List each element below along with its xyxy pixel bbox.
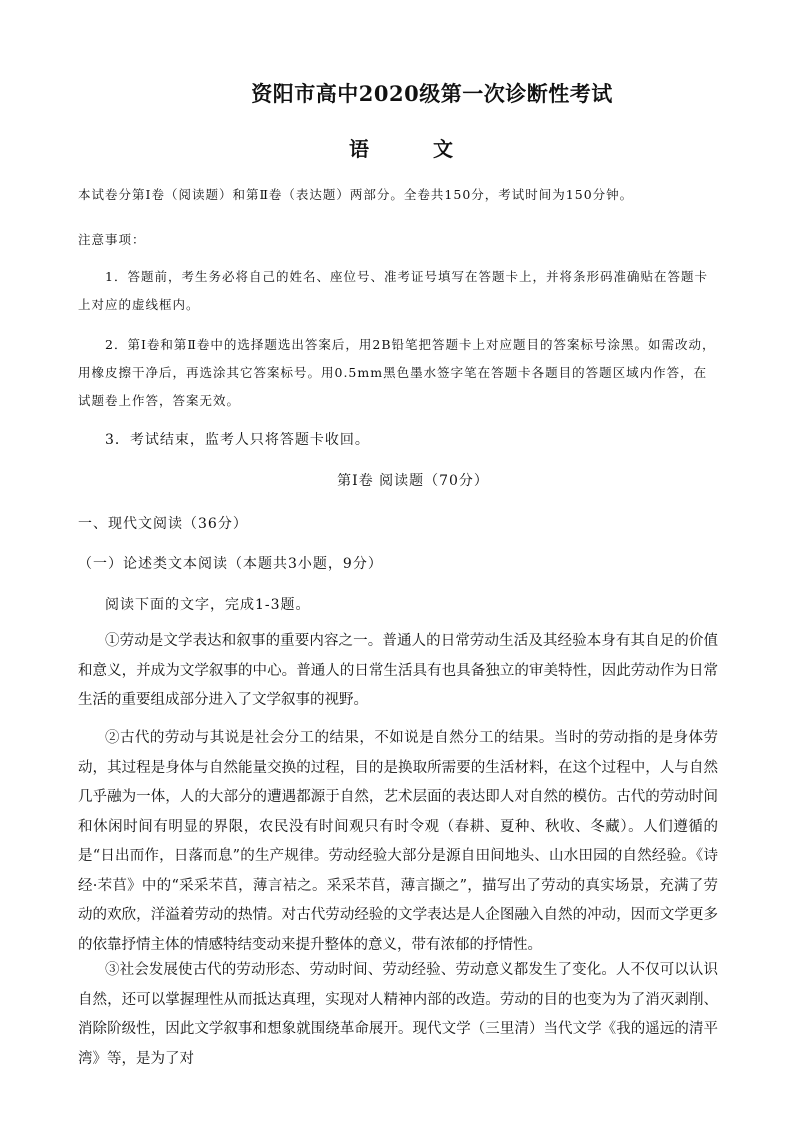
reading-prompt: 阅读下面的文字，完成1-3题。 (105, 597, 311, 613)
exam-title: 资阳市高中2020级第一次诊断性考试 (251, 81, 613, 106)
section-heading-1: 一、现代文阅读（36分） (78, 516, 248, 532)
notice-label: 注意事项： (78, 232, 146, 247)
part-title: 第Ⅰ卷 阅读题（70分） (337, 473, 489, 489)
paragraph-3: ③社会发展使古代的劳动形态、劳动时间、劳动经验、劳动意义都发生了变化。人不仅可以认识自然，还可以掌握理性从而抵达真理，实现对人精神内部的改造。劳动的目的也变为为了消灭剥削、消除阶级性，因此文学叙事和想象就围绕革命展开。现代文学（三里清）当代文学《我的遥远的清平湾》等，是为了对 (78, 962, 718, 1067)
notice-item-2: 2．第Ⅰ卷和第Ⅱ卷中的选择题选出答案后，用2B铅笔把答题卡上对应题目的答案标号涂黑。如需改动，用橡皮擦干净后，再选涂其它答案标号。用0.5mm黑色墨水签字笔在答题卡各题目的答题区域内作答，在试题卷上作答，答案无效。 (78, 337, 716, 408)
paragraph-2: ②古代的劳动与其说是社会分工的结果，不如说是自然分工的结果。当时的劳动指的是身体劳动，其过程是身体与自然能量交换的过程，目的是换取所需要的生活材料，在这个过程中，人与自然几乎融为一体，人的大部分的遭遇都源于自然，艺术层面的表达即人对自然的模仿。古代的劳动时间和休闲时间有明显的界限，农民没有时间观只有时令观（春耕、夏种、秋收、冬藏）。人们遵循的是“日出而作，日落而息”的生产规律。劳动经验大部分是源自田间地头、山水田园的自然经验。《诗经·芣苢》中的“采采芣苢，薄言袺之。采采芣苢，薄言撷之”，描写出了劳动的真实场景，充满了劳动的欢欣，洋溢着劳动的热情。对古代劳动经验的文学表达是人企图融入自然的冲动，因而文学更多的依靠抒情主体的情感特结变动来提升整体的意义，带有浓郁的抒情性。 (78, 730, 718, 953)
notice-item-1: 1．答题前，考生务必将自己的姓名、座位号、准考证号填写在答题卡上，并将条形码准确贴在答题卡上对应的虚线框内。 (78, 269, 708, 312)
notice-item-3: 3．考试结束，监考人只将答题卡收回。 (105, 432, 370, 448)
exam-intro: 本试卷分第Ⅰ卷（阅读题）和第Ⅱ卷（表达题）两部分。全卷共150分，考试时间为150分钟。 (78, 187, 634, 202)
section-heading-2: （一）论述类文本阅读（本题共3小题，9分） (78, 556, 383, 572)
paragraph-1: ①劳动是文学表达和叙事的重要内容之一。普通人的日常劳动生活及其经验本身有其自足的价值和意义，并成为文学叙事的中心。普通人的日常生活具有也具备独立的审美特性，因此劳动作为日常生活的重要组成部分进入了文学叙事的视野。 (78, 633, 718, 708)
subject-title: 语 文 (349, 137, 475, 161)
